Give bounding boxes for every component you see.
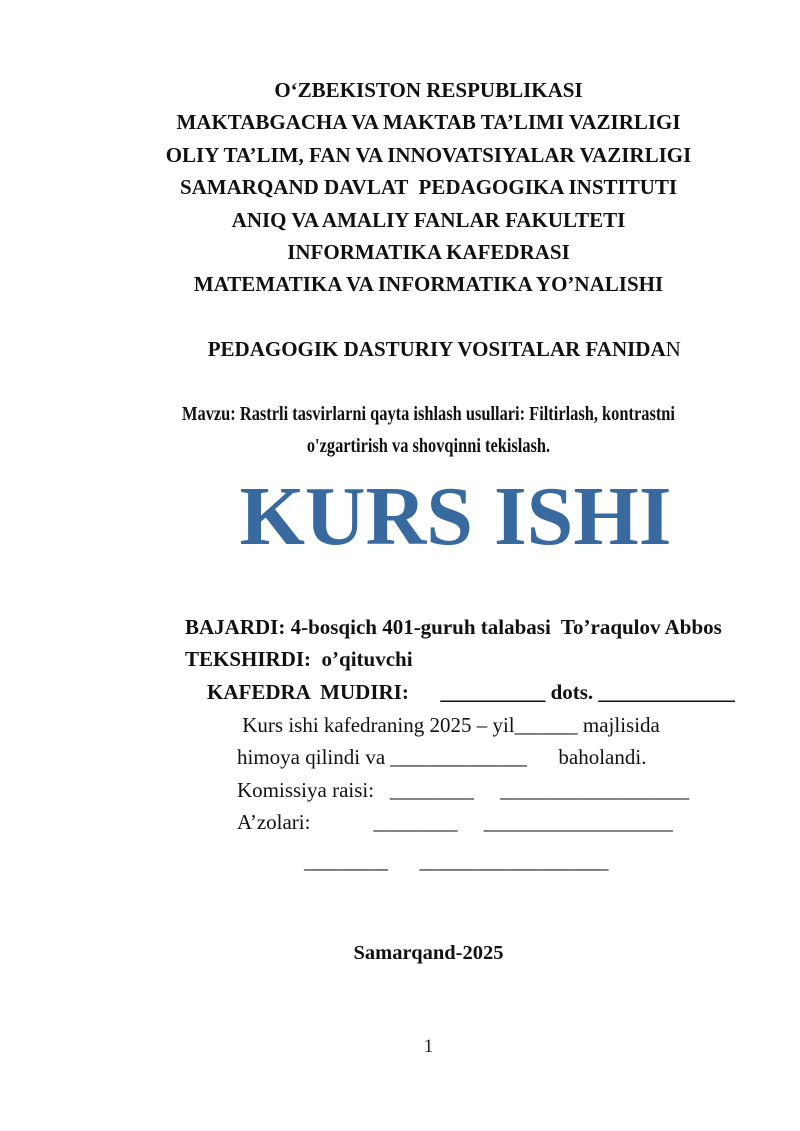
- header-line-ministry-higher-ed: OLIY TA’LIM, FAN VA INNOVATSIYALAR VAZIRLIGI: [165, 142, 692, 167]
- meeting-line: Kurs ishi kafedraning 2025 – yil______ majlisida: [237, 712, 660, 737]
- header-line-institute: SAMARQAND DAVLAT PEDAGOGIKA INSTITUTI: [179, 175, 678, 200]
- header-line-country: O‘ZBEKISTON RESPUBLIKASI: [274, 78, 583, 102]
- header-line-department: INFORMATIKA KAFEDRASI: [287, 240, 570, 265]
- topic-line-1: Mavzu: Rastrli tasvirlarni qayta ishlash usullari: Filtirlash, kontrastni: [182, 403, 675, 426]
- checked-by-line: TEKSHIRDI: o’qituvchi: [185, 647, 413, 672]
- subject-bold-part: PEDAGOGIK DASTURIY VOSITALAR FANIDA: [207, 337, 666, 362]
- extra-member-signature-line: ________ __________________: [304, 849, 609, 874]
- members-line: A’zolari: ________ __________________: [237, 810, 673, 835]
- city-year-line: Samarqand-2025: [353, 941, 504, 964]
- ministry-header: [114, 74, 743, 398]
- signature-block: [114, 611, 743, 878]
- header-line-ministry-preschool: MAKTABGACHA VA MAKTAB TA’LIMI VAZIRLIGI: [176, 110, 681, 135]
- topic-block: [114, 398, 743, 463]
- performed-by-line: BAJARDI: 4-bosqich 401-guruh talabasi To’raqulov Abbos: [185, 614, 722, 639]
- defended-grade-line: himoya qilindi va _____________ baholandi.: [237, 745, 647, 770]
- topic-line-2: o'zgartirish va shovqinni tekislash.: [306, 435, 551, 458]
- subject-regular-tail: N: [665, 337, 681, 362]
- course-work-title: KURS ISHI: [239, 469, 672, 563]
- department-head-line: KAFEDRA MUDIRI: __________ dots. _____________: [207, 680, 735, 705]
- page-number: 1: [423, 1036, 434, 1057]
- header-line-faculty: ANIQ VA AMALIY FANLAR FAKULTETI: [231, 207, 626, 232]
- header-line-subject: [114, 301, 743, 398]
- commission-chair-line: Komissiya raisi: ________ __________________: [237, 777, 690, 802]
- title-page: [114, 0, 743, 966]
- header-line-direction: MATEMATIKA VA INFORMATIKA YO’NALISHI: [193, 272, 664, 297]
